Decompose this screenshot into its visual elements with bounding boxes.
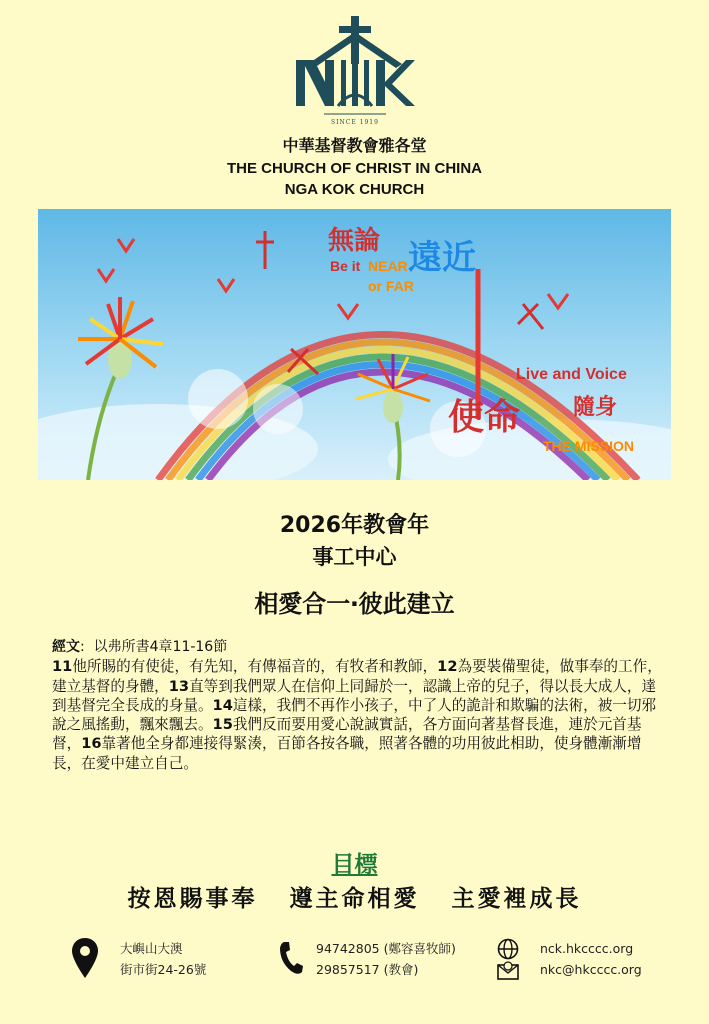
motto-heading: 相愛合一‧彼此建立 <box>254 590 455 618</box>
verse-number: 13 <box>168 677 190 695</box>
verse-text: 靠著他全身都連接得緊湊，百節各按各職，照著各體的功用彼此相助，使身體漸漸增長，在愛中建立自己。 <box>52 735 642 772</box>
goal-item: 遵主命相愛 <box>289 885 420 912</box>
banner-title-en-3: or FAR <box>368 278 414 294</box>
banner-title-en-1: Be it <box>330 258 361 274</box>
phone-line-1[interactable]: 94742805 (鄭容喜牧師) <box>316 941 456 956</box>
verse-text: 直等到我們眾人在信仰上同歸於一，認識上帝的兒子，得以長大成人，達到基督完全長成的身量。 <box>52 677 657 714</box>
ministry-focus-heading: 事工中心 <box>312 545 397 569</box>
web-email-block <box>540 938 642 980</box>
banner-subtitle-en: Live and Voice <box>516 366 627 383</box>
church-logo <box>294 14 416 132</box>
address-line-2: 街市街24-26號 <box>120 962 207 977</box>
verse-text: 他所賜的有使徒，有先知，有傳福音的，有牧者和教師， <box>72 658 438 676</box>
scripture-reference-line: 經文: 以弗所書4章11-16節 <box>52 639 228 655</box>
banner-subtitle-en-2: THE MISSION <box>543 438 635 454</box>
banner-title-en-2: NEAR <box>368 258 408 274</box>
verse-text: 為要裝備聖徒，做事奉的工作，建立基督的身體， <box>52 658 662 695</box>
address-block <box>120 938 206 980</box>
goal-item: 按恩賜事奉 <box>127 885 258 912</box>
verse-number: 16 <box>81 735 102 753</box>
email-icon <box>497 960 519 980</box>
scripture-reference: 以弗所書4章11-16節 <box>93 639 228 655</box>
banner-subtitle-cn-2: 隨身 <box>573 395 618 420</box>
globe-icon <box>497 938 519 960</box>
church-name-english-line2: NGA KOK CHURCH <box>284 181 425 198</box>
goal-item: 主愛裡成長 <box>451 885 582 912</box>
logo-since-text: SINCE 1919 <box>331 119 379 126</box>
verse-number: 14 <box>212 696 233 714</box>
phone-block <box>316 938 456 980</box>
goals-title: 目標 <box>331 852 378 878</box>
scripture-text <box>52 657 664 773</box>
verse-text: 我們反而要用愛心說誠實話，各方面向著基督長進，連於元首基督， <box>52 716 642 753</box>
verse-text: 這樣，我們不再作小孩子，中了人的詭計和欺騙的法術，被一切邪說之風搖動，飄來飄去。 <box>52 696 657 734</box>
website-link[interactable]: nck.hkcccc.org <box>540 941 634 956</box>
verse-number: 12 <box>437 658 458 676</box>
scripture-label: 經文 <box>52 639 80 655</box>
church-year-heading: 2026年教會年 <box>279 513 430 538</box>
church-name-chinese: 中華基督教會雅各堂 <box>282 136 427 155</box>
scripture-block <box>52 638 664 773</box>
mission-banner <box>38 209 671 480</box>
church-name-english-line1: THE CHURCH OF CHRIST IN CHINA <box>227 160 482 177</box>
banner-title-cn-2: 遠近 <box>408 238 476 278</box>
verse-number: 15 <box>212 716 233 734</box>
phone-line-2[interactable]: 29857517 (教會) <box>316 962 419 977</box>
address-line-1: 大嶼山大澳 <box>120 941 183 956</box>
location-pin-icon <box>72 938 98 978</box>
banner-subtitle-cn-1: 使命 <box>448 397 521 438</box>
phone-icon <box>278 940 304 976</box>
banner-title-cn-1: 無論 <box>328 226 381 256</box>
email-link[interactable]: nkc@hkcccc.org <box>540 962 642 977</box>
verse-number: 11 <box>52 658 73 676</box>
goals-list <box>0 880 709 913</box>
